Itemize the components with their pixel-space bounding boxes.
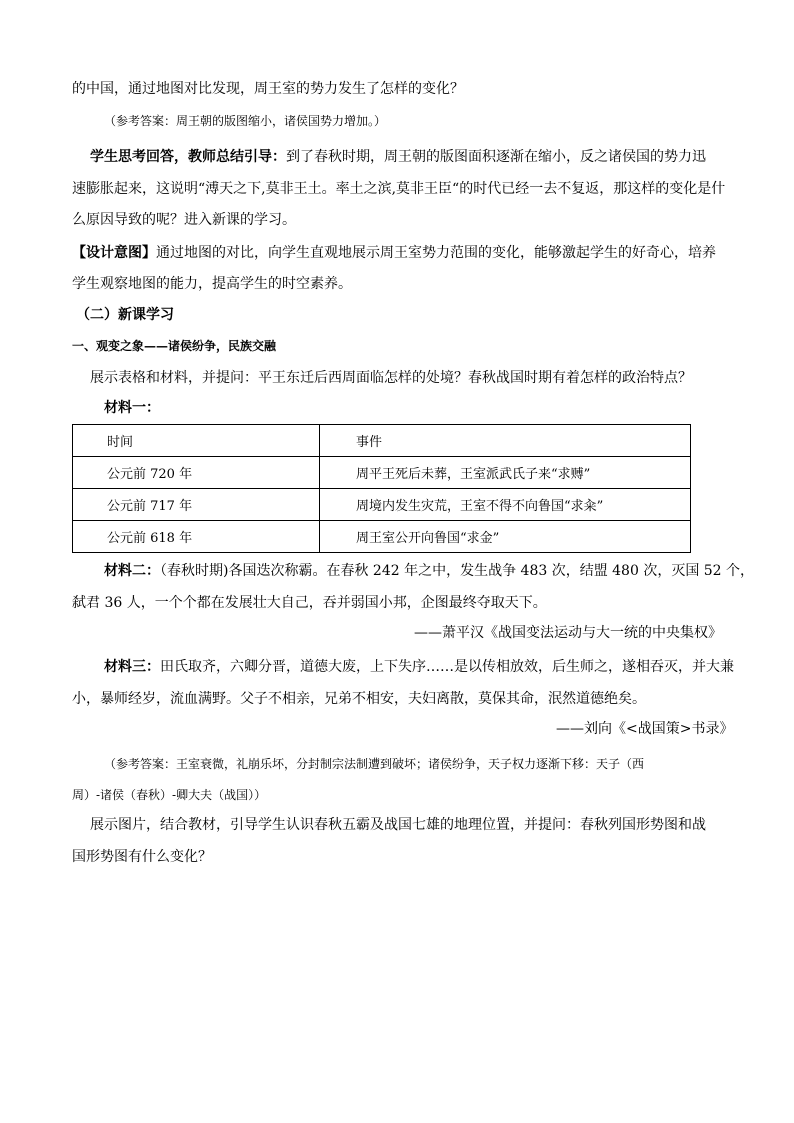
closing-text-1: 展示图片，结合教材，引导学生认识春秋五霸及战国七雄的地理位置，并提问：春秋列国形势图和战	[90, 817, 706, 833]
teacher-guide-text-1: 到了春秋时期，周王朝的版图面积逐渐在缩小，反之诸侯国的势力迅	[286, 149, 706, 165]
teacher-guide-paragraph	[90, 147, 706, 167]
material-3-source: ——刘向《<战国策>书录》	[556, 721, 734, 737]
material-2-paragraph	[104, 561, 754, 581]
table-row	[73, 521, 691, 553]
closing-text-2: 国形势图有什么变化？	[72, 849, 212, 865]
material-2-text-1: （春秋时期)各国迭次称霸。在春秋 242 年之中，发生战争 483 次，结盟 480 次，灭国 52 个，	[160, 563, 755, 579]
events-table	[72, 424, 691, 553]
table-cell-time: 公元前 618 年	[73, 521, 320, 553]
material-2-source: ——萧平汉《战国变法运动与大一统的中央集权》	[414, 625, 722, 641]
material-2-text-2: 弑君 36 人，一个个都在发展壮大自己，吞并弱国小邦，企图最终夺取天下。	[72, 595, 547, 611]
reference-answer-2-line-1: （参考答案：王室衰微，礼崩乐坏，分封制宗法制遭到破坏；诸侯纷争，天子权力逐渐下移：天子（西	[104, 757, 645, 771]
section-prompt: 展示表格和材料，并提问：平王东迁后西周面临怎样的处境？春秋战国时期有着怎样的政治特点？	[90, 370, 692, 386]
material-3-text-1: 田氏取齐，六卿分晋，道德大废，上下失序……是以传相放效，后生师之，遂相吞灭，并大兼	[160, 659, 734, 675]
teacher-guide-text-3: 么原因导致的呢？进入新课的学习。	[72, 212, 296, 228]
section-heading: （二）新课学习	[76, 307, 174, 323]
material-3-paragraph	[104, 657, 734, 677]
table-cell-event: 周境内发生灾荒，王室不得不向鲁国“求籴”	[320, 489, 691, 521]
design-intent-label: 【设计意图】	[72, 245, 156, 261]
reference-answer-1: （参考答案：周王朝的版图缩小，诸侯国势力增加。）	[104, 114, 387, 128]
reference-answer-2-line-2: 周）-诸侯（春秋）-卿大夫（战国））	[72, 788, 267, 802]
table-header-row	[73, 425, 691, 457]
table-header-event: 事件	[320, 425, 691, 457]
table-header-time: 时间	[73, 425, 320, 457]
table-cell-event: 周平王死后未葬，王室派武氏子来“求赙”	[320, 457, 691, 489]
table-row	[73, 489, 691, 521]
design-intent-paragraph	[72, 243, 716, 263]
table-cell-time: 公元前 717 年	[73, 489, 320, 521]
design-intent-text-1: 通过地图的对比，向学生直观地展示周王室势力范围的变化，能够激起学生的好奇心，培养	[156, 245, 716, 261]
material-3-label: 材料三：	[104, 659, 160, 675]
table-cell-time: 公元前 720 年	[73, 457, 320, 489]
material-2-label: 材料二：	[104, 563, 160, 579]
teacher-guide-label: 学生思考回答，教师总结引导：	[90, 149, 286, 165]
table-cell-event: 周王室公开向鲁国“求金”	[320, 521, 691, 553]
intro-line: 的中国，通过地图对比发现，周王室的势力发生了怎样的变化？	[72, 81, 464, 97]
design-intent-text-2: 学生观察地图的能力，提高学生的时空素养。	[72, 276, 352, 292]
table-row	[73, 457, 691, 489]
section-subheading: 一、观变之象——诸侯纷争，民族交融	[72, 339, 277, 353]
material-1-label: 材料一：	[104, 400, 160, 416]
material-3-text-2: 小，暴师经岁，流血满野。父子不相亲，兄弟不相安，夫妇离散，莫保其命，泯然道德绝矣。	[72, 691, 646, 707]
teacher-guide-text-2: 速膨胀起来，这说明“溥天之下,莫非王土。率土之滨,莫非王臣“的时代已经一去不复返，那这样的变化是什	[72, 181, 726, 197]
